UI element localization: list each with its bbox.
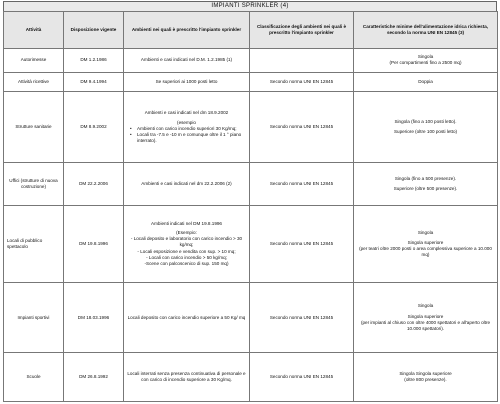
cell-disposizione: DM 22.2.2006 <box>64 163 124 206</box>
cell-attivita: Strutture sanitarie <box>4 92 64 163</box>
cell-line: (per impianti al chiuso con oltre 4000 spettatori e all'aperto oltre 10.000 spettatori). <box>360 319 491 331</box>
cell-line: - Locali deposito e laboratorio con carico incendio > 30 kg/mq; <box>130 236 243 248</box>
cell-line: Superiore (oltre 100 posti letto) <box>393 129 458 135</box>
cell-classificazione: Secondo norma UNI EN 12845 <box>250 283 354 353</box>
cell-line: Superiore (oltre 500 presenze). <box>393 186 458 192</box>
cell-line: (oltre 800 presenze). <box>404 377 447 383</box>
cell-classificazione: Secondo norma UNI EN 12845 <box>250 353 354 402</box>
cell-caratteristiche <box>354 72 498 91</box>
cell-line: Singola <box>417 54 434 60</box>
cell-attivita: Impianti sportivi <box>4 283 64 353</box>
cell-caratteristiche <box>354 163 498 206</box>
cell-attivita: Attività ricettive <box>4 72 64 91</box>
cell-line: Locali deposito con carico incendio superiore a 50 Kg/ mq <box>127 314 246 320</box>
cell-ambienti <box>124 48 250 72</box>
cell-line: - Locali esposizione e vendita con sup. > 10 mq; <box>137 248 236 254</box>
bullet-item: • Locali tra -7.5 e -10 m e comunque oltre il 1 ° piano interrato). <box>127 132 246 144</box>
table-row <box>4 92 498 163</box>
table-row <box>4 353 498 402</box>
table-row <box>4 72 498 91</box>
cell-line: Ambienti indicati nel DM 19.8.1996 <box>151 220 222 226</box>
sprinkler-table-wrapper <box>3 1 497 402</box>
cell-line: (per teatri oltre 2000 posti o area complessiva superiore a 10.000 mq) <box>359 246 492 258</box>
cell-line: Singola (fino a 500 presenze). <box>394 175 457 181</box>
cell-line: Singola (fino a 100 posti letto). <box>394 119 457 125</box>
cell-line: Singola superiore <box>407 239 444 245</box>
cell-line: - Locali con carico incendio > 50 kg/mq; <box>146 254 227 260</box>
cell-attivita: Scuole <box>4 353 64 402</box>
cell-disposizione: DM 26.8.1992 <box>64 353 124 402</box>
cell-classificazione: Secondo norma UNI EN 12845 <box>250 72 354 91</box>
cell-caratteristiche <box>354 92 498 163</box>
cell-line: Ambienti e casi indicati nel dm 22.2.2006 (2) <box>141 181 232 187</box>
cell-disposizione: DM 1.2.1986 <box>64 48 124 72</box>
cell-line: Ambienti e casi indicati nel D.M. 1.2.1985 (1) <box>140 57 233 63</box>
cell-ambienti <box>124 163 250 206</box>
cell-line: (esempio <box>177 119 196 125</box>
header-caratteristiche: Caratteristiche minime dell'alimentazione idrica richiesta, secondo la norma UNI EN 12845 (3) <box>354 12 498 49</box>
cell-classificazione: Secondo norma UNI EN 12845 <box>250 205 354 282</box>
cell-line: (Per compartimenti fino a 2500 mq) <box>389 60 462 66</box>
table-row <box>4 163 498 206</box>
cell-line: (Esempio: <box>176 230 197 236</box>
cell-line: Se superiori ai 1000 posti letto <box>155 78 218 84</box>
cell-line: Singola Singola superiore <box>399 370 452 376</box>
table-row <box>4 283 498 353</box>
cell-disposizione: DM 8.9.2002 <box>64 92 124 163</box>
cell-attivita: Locali di pubblico spettacolo <box>4 205 64 282</box>
table-row <box>4 48 498 72</box>
cell-disposizione: DM 9.4.1994 <box>64 72 124 91</box>
bullet-item: • Ambienti con carico incendio superiori 30 Kg/mq; <box>127 126 246 132</box>
cell-disposizione: DM 18.03.1996 <box>64 283 124 353</box>
header-row <box>4 12 498 49</box>
cell-ambienti <box>124 72 250 91</box>
cell-ambienti <box>124 92 250 163</box>
cell-line: Ambienti e casi indicati nel dm 18.9.2002 <box>144 110 229 116</box>
table-row <box>4 205 498 282</box>
cell-ambienti <box>124 353 250 402</box>
cell-line: -Scene con palcoscenico di sup. 150 mq) <box>144 261 229 267</box>
cell-caratteristiche <box>354 353 498 402</box>
cell-ambienti <box>124 283 250 353</box>
cell-classificazione: Secondo norma UNI EN 12845 <box>250 163 354 206</box>
sprinkler-table <box>3 11 498 402</box>
header-classificazione: Classificazione degli ambienti nei quali è prescritto l'impianto sprinkler <box>250 12 354 49</box>
cell-caratteristiche <box>354 283 498 353</box>
cell-line: Singola <box>417 229 434 235</box>
table-title: IMPIANTI SPRINKLER (4) <box>3 1 497 12</box>
cell-line: Locali interrati senza presenza continuativa di personale e con carico di incendio superiore a 30 Kg/mq. <box>127 370 246 383</box>
cell-attivita: Uffici (strutture di nuova costruzione) <box>4 163 64 206</box>
header-disposizione: Disposizione vigente <box>64 12 124 49</box>
cell-caratteristiche <box>354 205 498 282</box>
cell-classificazione: Secondo norma UNI EN 12845 <box>250 92 354 163</box>
cell-ambienti <box>124 205 250 282</box>
cell-attivita: Autorimesse <box>4 48 64 72</box>
header-ambienti: Ambienti nei quali è prescritto l'impianto sprinkler <box>124 12 250 49</box>
cell-line: Singola <box>417 303 434 309</box>
cell-classificazione <box>250 48 354 72</box>
header-attivita: Attività <box>4 12 64 49</box>
cell-caratteristiche <box>354 48 498 72</box>
cell-disposizione: DM 19.8.1996 <box>64 205 124 282</box>
cell-line: Singola superiore <box>407 313 444 319</box>
cell-line: Doppia <box>418 78 433 84</box>
